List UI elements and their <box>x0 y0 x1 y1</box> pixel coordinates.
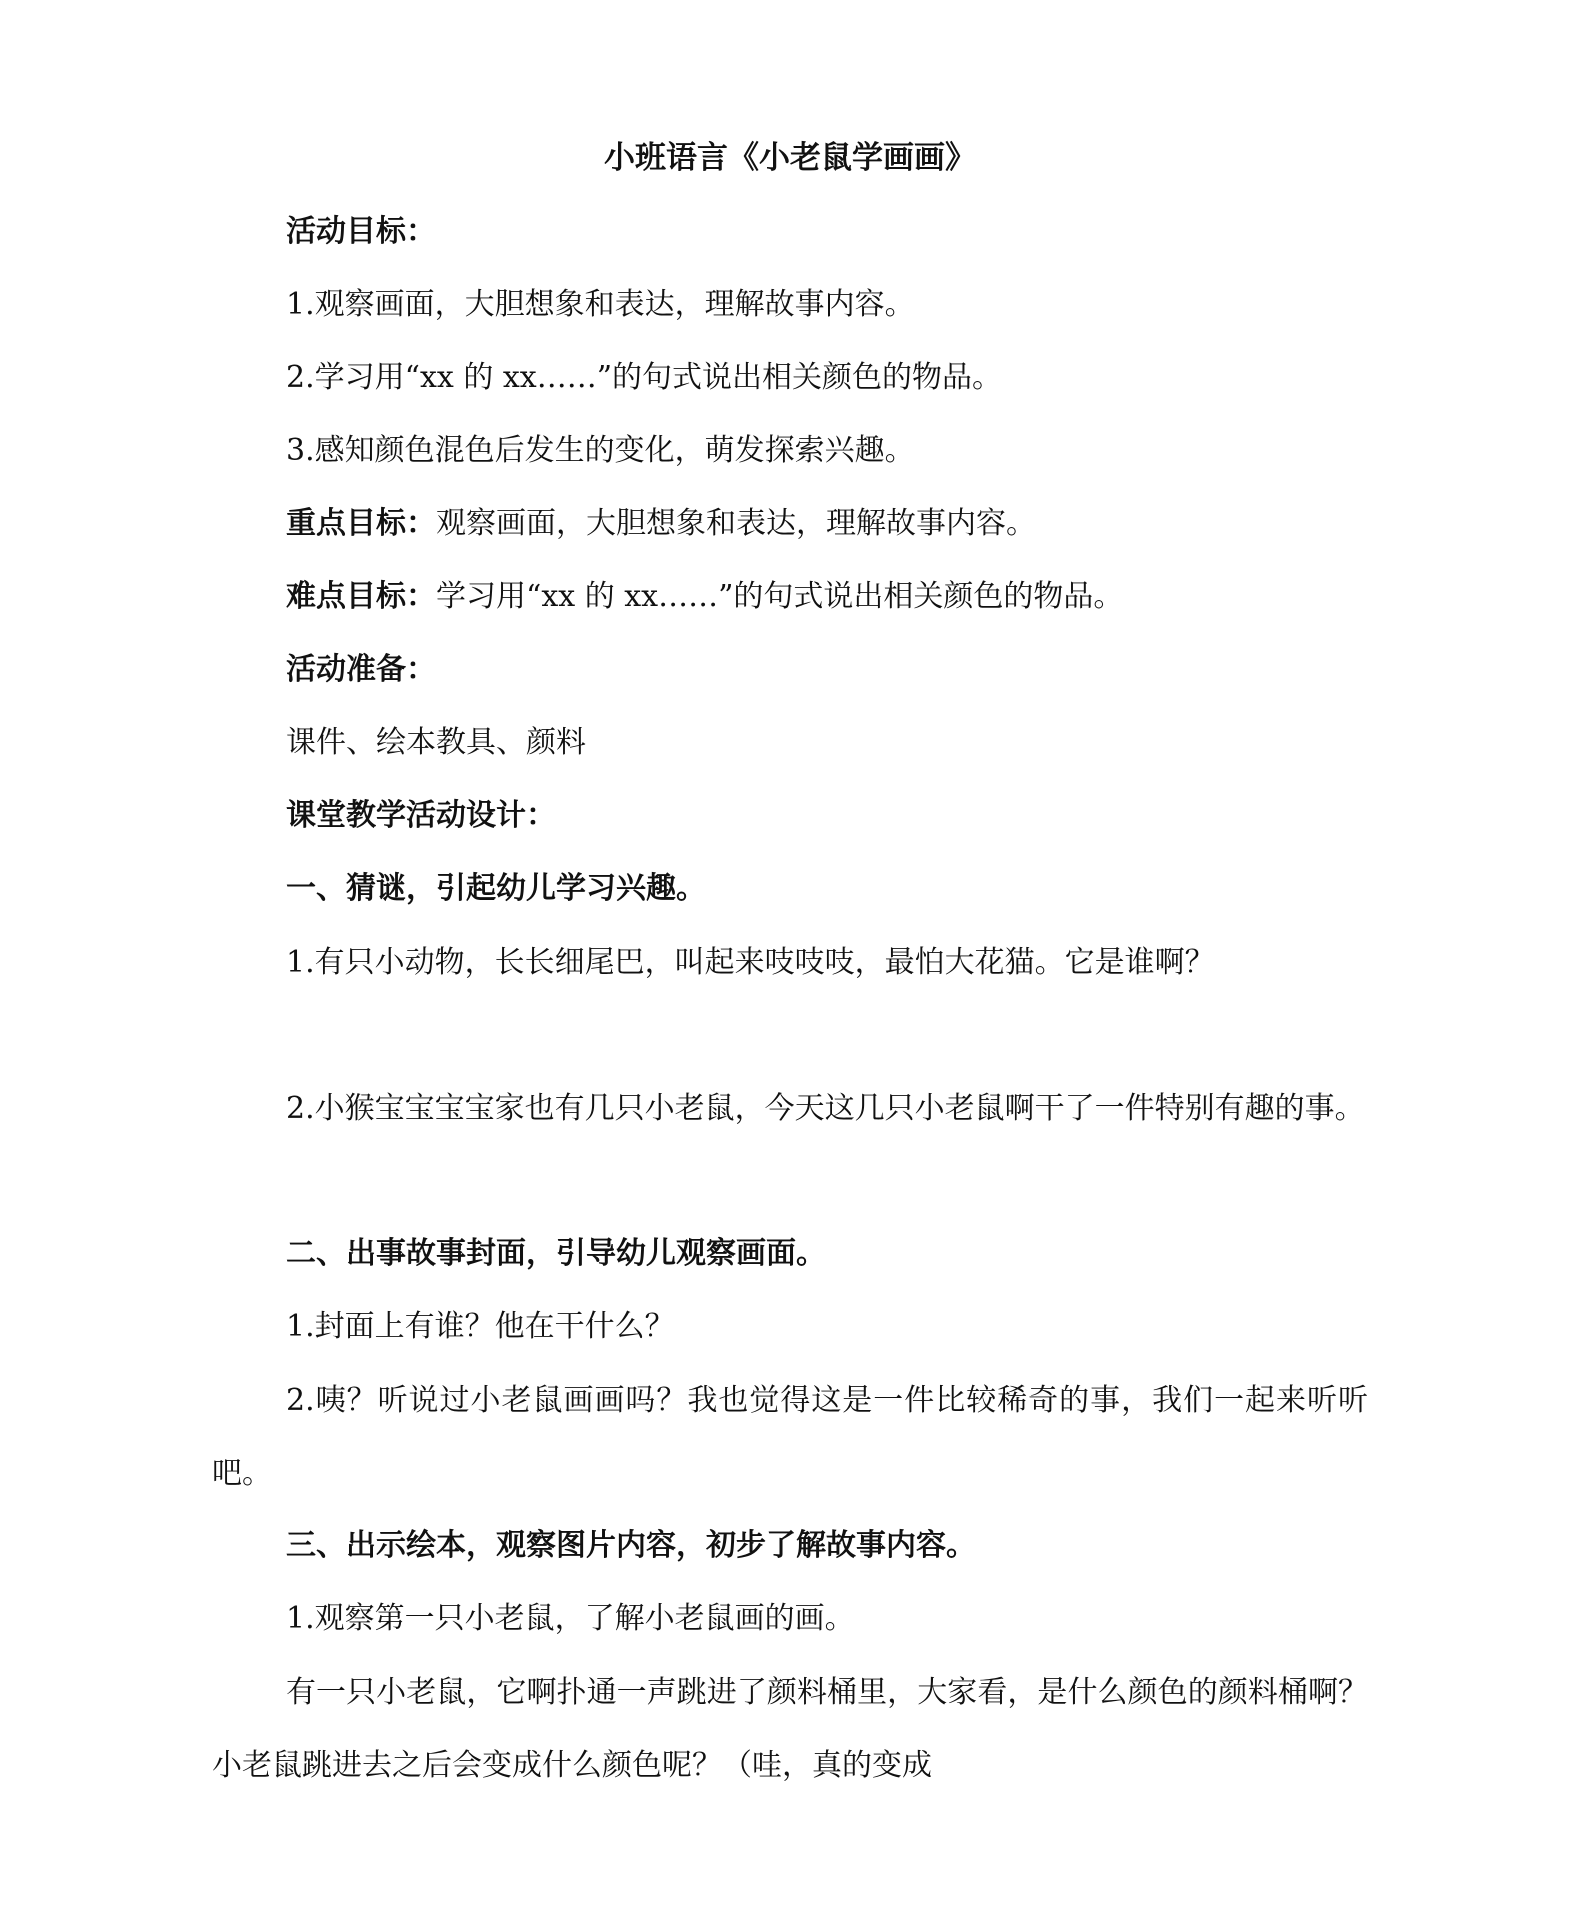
part2-paragraph-1: 1.封面上有谁？他在干什么？ <box>286 1309 675 1344</box>
difficult-goal-label: 难点目标： <box>286 579 436 614</box>
part1-paragraph-2: 2.小猴宝宝宝宝家也有几只小老鼠，今天这几只小老鼠啊干了一件特别有趣的事。 <box>286 1091 1365 1126</box>
part1-paragraph-1: 1.有只小动物，长长细尾巴，叫起来吱吱吱，最怕大花猫。它是谁啊？ <box>286 945 1215 980</box>
part2-paragraph-2: 2.咦？听说过小老鼠画画吗？我也觉得这是一件比较稀奇的事，我们一起来听听吧。 <box>212 1383 1368 1491</box>
document-title: 小班语言《小老鼠学画画》 <box>604 140 976 176</box>
prep-heading: 活动准备： <box>286 652 436 687</box>
part3-paragraph-2: 有一只小老鼠，它啊扑通一声跳进了颜料桶里，大家看，是什么颜色的颜料桶啊？小老鼠跳进去之后会变成什么颜色呢？（哇，真的变成 <box>212 1675 1368 1783</box>
goals-heading: 活动目标： <box>286 214 436 249</box>
part3-paragraph-1: 1.观察第一只小老鼠，了解小老鼠画的画。 <box>286 1601 855 1636</box>
key-goal <box>212 502 1368 546</box>
goal-item-1: 1.观察画面，大胆想象和表达，理解故事内容。 <box>286 287 915 322</box>
difficult-goal-text: 学习用“xx 的 xx……”的句式说出相关颜色的物品。 <box>436 579 1124 614</box>
part1-heading: 一、猜谜，引起幼儿学习兴趣。 <box>286 871 706 906</box>
key-goal-label: 重点目标： <box>286 506 436 541</box>
part3-heading: 三、出示绘本，观察图片内容，初步了解故事内容。 <box>286 1528 976 1563</box>
key-goal-text: 观察画面，大胆想象和表达，理解故事内容。 <box>436 506 1036 541</box>
prep-text: 课件、绘本教具、颜料 <box>286 725 586 760</box>
goal-item-2: 2.学习用“xx 的 xx……”的句式说出相关颜色的物品。 <box>286 360 1003 395</box>
part2-heading: 二、出事故事封面，引导幼儿观察画面。 <box>286 1236 826 1271</box>
difficult-goal <box>212 575 1368 619</box>
design-heading: 课堂教学活动设计： <box>286 798 556 833</box>
goal-item-3: 3.感知颜色混色后发生的变化，萌发探索兴趣。 <box>286 433 915 468</box>
